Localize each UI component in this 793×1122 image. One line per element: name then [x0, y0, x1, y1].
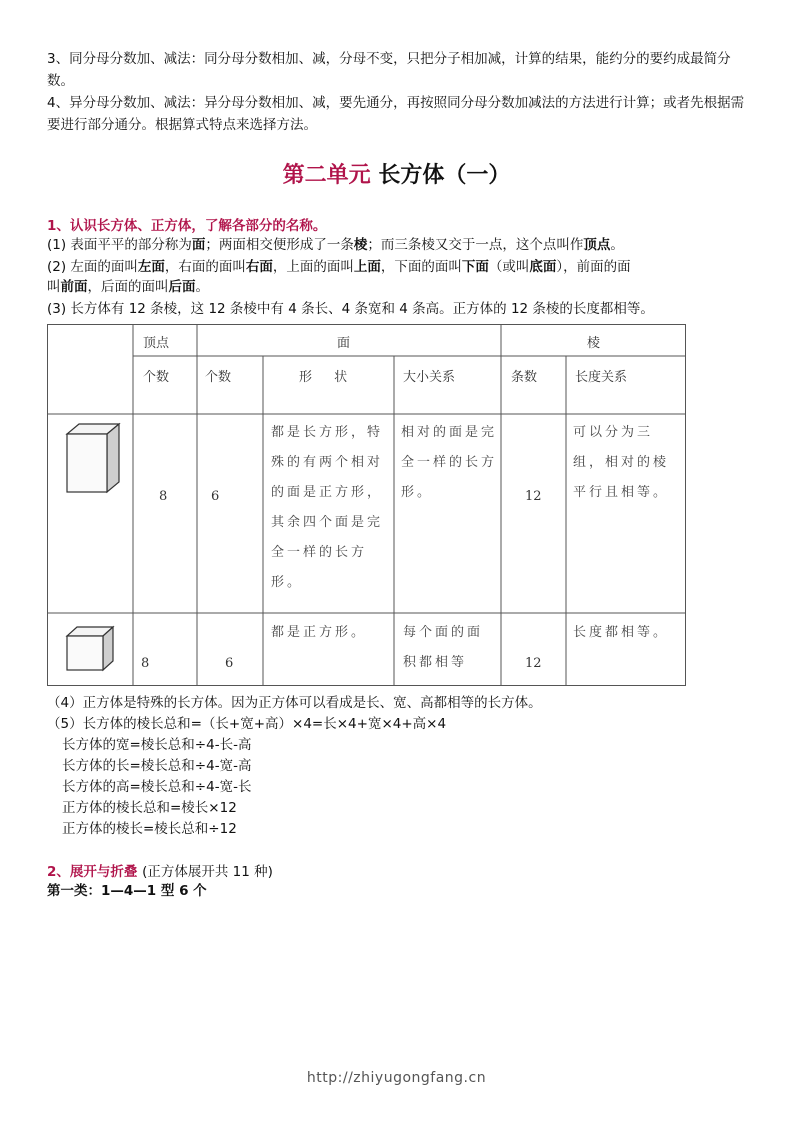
- section1-line3: (3) 长方体有 12 条棱，这 12 条棱中有 4 条长、4 条宽和 4 条高。正方体的 12 条棱的长度都相等。: [47, 301, 654, 317]
- section1-line2: [47, 256, 631, 278]
- cuboid-icon: [67, 424, 119, 492]
- section1-heading: 1、认识长方体、正方体，了解各部分的名称。: [47, 218, 327, 234]
- formula-width: 长方体的宽=棱长总和÷4-长-高: [62, 737, 252, 753]
- section2-note: (正方体展开共 11 种): [142, 864, 273, 880]
- text-span: ，下面的面叫: [380, 259, 462, 275]
- text-span: ，右面的面叫: [164, 259, 246, 275]
- footer-url[interactable]: http://zhiyugongfang.cn: [306, 1070, 487, 1086]
- term-left: 左面: [137, 259, 165, 275]
- term-right: 右面: [245, 259, 273, 275]
- text-span: ；而三条棱又交于一点，这个点叫作: [367, 237, 584, 253]
- term-base: 底面: [529, 259, 557, 275]
- note-4: （4）正方体是特殊的长方体。因为正方体可以看成是长、宽、高都相等的长方体。: [47, 695, 542, 711]
- section2-heading: [47, 860, 273, 880]
- section2-title: 2、展开与折叠: [47, 864, 138, 880]
- section1-line2b: [47, 276, 209, 298]
- text-span: 。: [195, 279, 209, 295]
- r2-size: 每个面的面积都相等: [403, 625, 484, 670]
- net-type-1: 第一类：1—4—1 型 6 个: [47, 883, 207, 899]
- text-span: ），前面的面: [556, 259, 631, 275]
- subheader-size: 大小关系: [403, 370, 456, 385]
- formula-length: 长方体的长=棱长总和÷4-宽-高: [62, 758, 252, 774]
- text-span: ，后面的面叫: [87, 279, 169, 295]
- text-span: 。: [610, 237, 624, 253]
- term-front: 前面: [60, 279, 88, 295]
- r1-edge-count: 12: [525, 489, 542, 504]
- r2-vertex-count: 8: [141, 656, 150, 671]
- unit-name: 长方体（一）: [378, 162, 511, 188]
- r1-shape: 都是长方形，特殊的有两个相对的面是正方形，其余四个面是完全一样的长方形。: [271, 425, 384, 590]
- term-top: 上面: [353, 259, 381, 275]
- unit-prefix: 第二单元: [282, 162, 371, 188]
- r2-length: 长度都相等。: [573, 625, 670, 640]
- term-edge: 棱: [353, 237, 368, 253]
- paragraph-different-denominator: 4、异分母分数加、减法：异分母分数相加、减，要先通分，再按照同分母分数加减法的方法进行计算；或者先根据需要进行部分通分。根据算式特点来选择方法。: [47, 95, 745, 133]
- subheader-length: 长度关系: [575, 370, 628, 385]
- cube-icon: [67, 627, 113, 670]
- note-5: （5）长方体的棱长总和=（长+宽+高）×4=长×4+宽×4+高×4: [47, 716, 447, 732]
- subheader-vertex-count: 个数: [143, 370, 170, 385]
- term-vertex: 顶点: [583, 237, 611, 253]
- paragraph-same-denominator: 3、同分母分数加、减法：同分母分数相加、减，分母不变，只把分子相加减，计算的结果，能约分的要约成最简分数。: [47, 51, 731, 89]
- text-span: ，上面的面叫: [272, 259, 354, 275]
- cuboid-comparison-table: [47, 324, 686, 686]
- r1-length: 可以分为三组，相对的棱平行且相等。: [573, 425, 670, 500]
- header-edge: 棱: [587, 336, 601, 351]
- term-face: 面: [191, 237, 206, 253]
- r1-vertex-count: 8: [159, 489, 168, 504]
- term-back: 后面: [168, 279, 196, 295]
- header-face: 面: [337, 336, 351, 351]
- formula-cube-total: 正方体的棱长总和=棱长×12: [62, 800, 237, 816]
- r2-shape: 都是正方形。: [271, 625, 368, 640]
- text-span: (2) 左面的面叫: [47, 259, 138, 275]
- header-vertex: 顶点: [143, 336, 170, 351]
- text-span: 叫: [47, 279, 61, 295]
- r2-face-count: 6: [225, 656, 234, 671]
- text-span: （或叫: [488, 259, 530, 275]
- subheader-shape: 形 状: [299, 370, 348, 385]
- r1-face-count: 6: [211, 489, 220, 504]
- text-span: (1) 表面平平的部分称为: [47, 237, 192, 253]
- term-bottom: 下面: [461, 259, 489, 275]
- text-span: ；两面相交便形成了一条: [205, 237, 354, 253]
- subheader-face-count: 个数: [205, 370, 232, 385]
- subheader-edge-count: 条数: [511, 370, 538, 385]
- formula-height: 长方体的高=棱长总和÷4-宽-长: [62, 779, 252, 795]
- section1-line1: [47, 234, 624, 256]
- formula-cube-edge: 正方体的棱长=棱长总和÷12: [62, 821, 237, 837]
- unit-title: [0, 158, 793, 189]
- r2-edge-count: 12: [525, 656, 542, 671]
- r1-size: 相对的面是完全一样的长方形。: [401, 425, 498, 500]
